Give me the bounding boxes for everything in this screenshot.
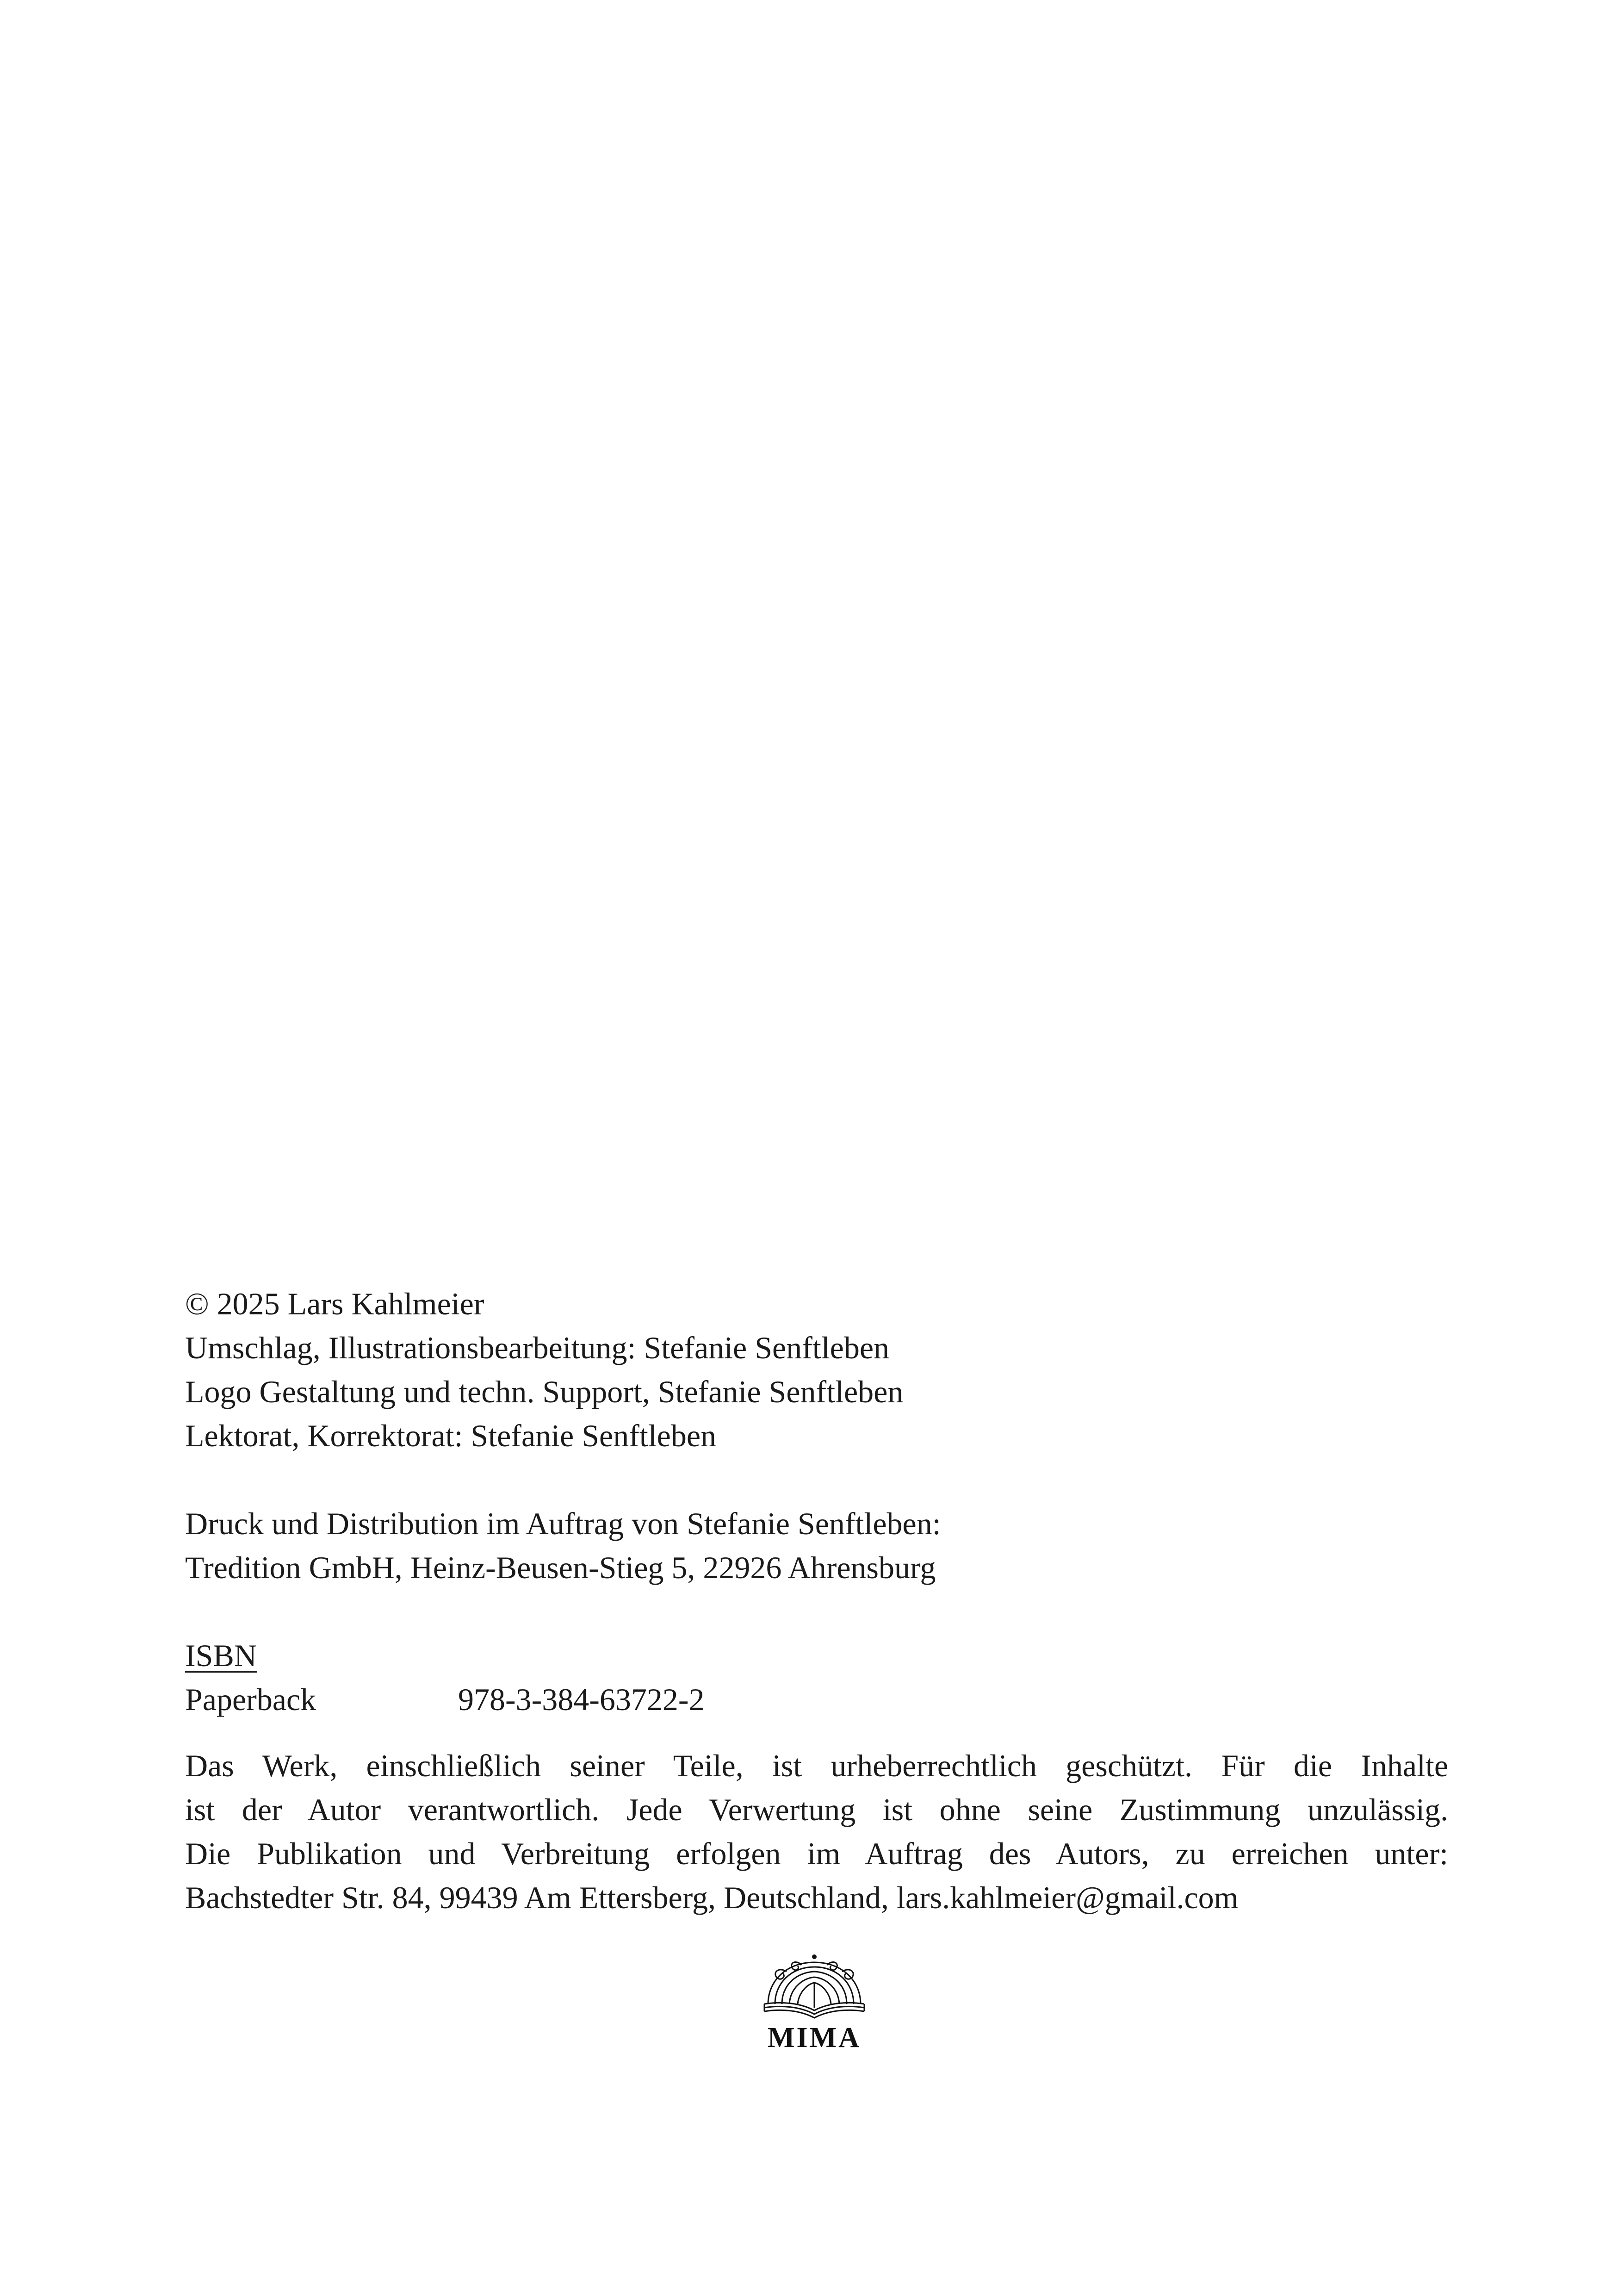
isbn-format-label: Paperback (185, 1682, 316, 1717)
isbn-row (185, 1678, 1448, 1722)
isbn-heading: ISBN (185, 1638, 257, 1673)
credits-section (185, 1282, 1448, 1458)
legal-line-2: ist der Autor verantwortlich. Jede Verwertung ist ohne seine Zustimmung unzulässig. (185, 1792, 1448, 1827)
print-section (185, 1502, 1448, 1590)
open-book-tree-icon (759, 1953, 870, 2022)
print-distribution-line: Druck und Distribution im Auftrag von Stefanie Senftleben: (185, 1506, 941, 1541)
legal-line-4: Bachstedter Str. 84, 99439 Am Ettersberg, Deutschland, lars.kahlmeier@gmail.com (185, 1880, 1239, 1915)
isbn-number: 978-3-384-63722-2 (458, 1682, 705, 1717)
legal-line-3: Die Publikation und Verbreitung erfolgen im Auftrag des Autors, zu erreichen unter: (185, 1836, 1448, 1871)
copyright-line: © 2025 Lars Kahlmeier (185, 1286, 484, 1321)
logo-credit-line: Logo Gestaltung und techn. Support, Stefanie Senftleben (185, 1374, 904, 1409)
imprint-block (185, 1282, 1448, 1920)
cover-credit-line: Umschlag, Illustrationsbearbeitung: Stefanie Senftleben (185, 1330, 890, 1365)
editing-credit-line: Lektorat, Korrektorat: Stefanie Senftleben (185, 1418, 716, 1453)
isbn-section (185, 1634, 1448, 1722)
legal-notice (185, 1744, 1448, 1920)
legal-line-1: Das Werk, einschließlich seiner Teile, ist urheberrechtlich geschützt. Für die Inhalte (185, 1748, 1448, 1783)
publisher-address-line: Tredition GmbH, Heinz-Beusen-Stieg 5, 22926 Ahrensburg (185, 1550, 936, 1585)
logo-wordmark: MIMA (768, 2022, 861, 2053)
publisher-logo (759, 1953, 870, 2060)
